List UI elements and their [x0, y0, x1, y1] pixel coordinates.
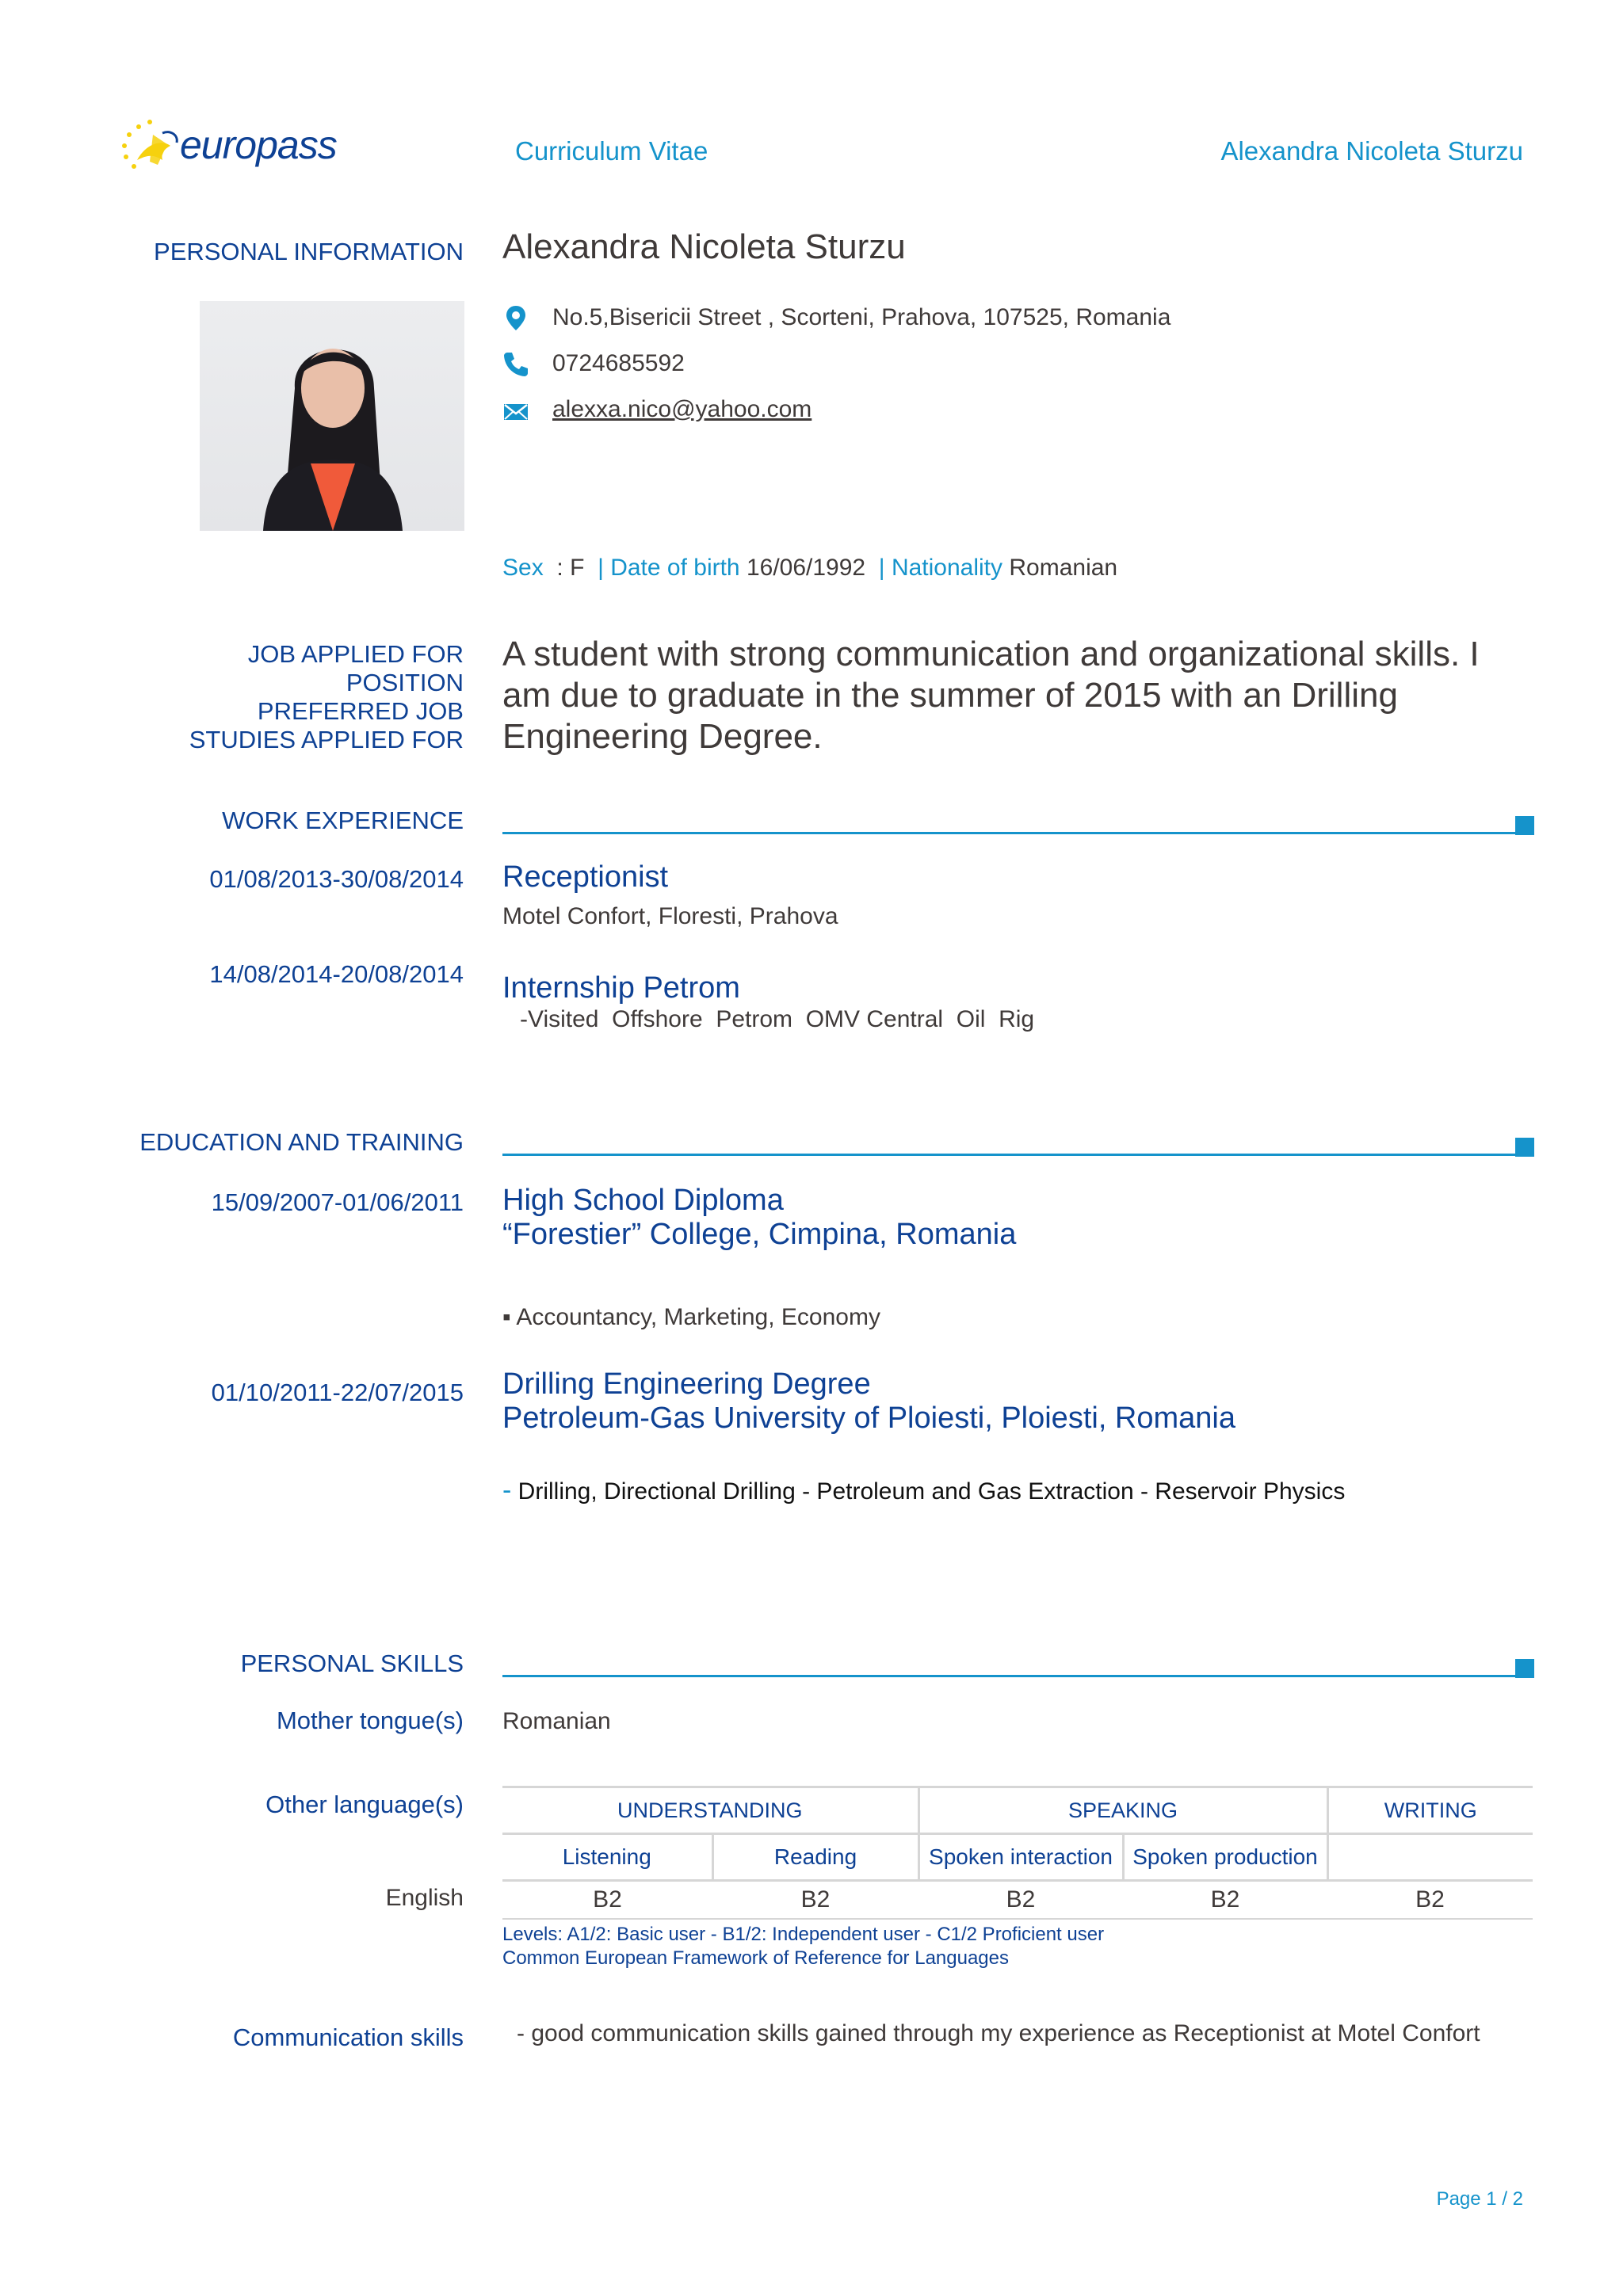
edu-2-detail-dash: -: [502, 1475, 512, 1505]
cv-title: Curriculum Vitae: [515, 136, 708, 166]
header-speaking: SPEAKING: [918, 1787, 1327, 1834]
edu-2-institution: Petroleum-Gas University of Ploiesti, Ploiesti, Romania: [502, 1402, 1236, 1435]
separator-pipe: |: [590, 555, 611, 581]
level-writing: B2: [1327, 1881, 1533, 1920]
levels-note: Levels: A1/2: Basic user - B1/2: Independent user - C1/2 Proficient user: [502, 1924, 1105, 1945]
language-name: English: [385, 1885, 464, 1911]
section-divider-marker: [1515, 1138, 1534, 1157]
email-link[interactable]: alexxa.nico@yahoo.com: [552, 396, 812, 422]
section-divider: [502, 832, 1517, 834]
edu-1-detail: ▪ Accountancy, Marketing, Economy: [502, 1304, 880, 1330]
phone-icon: [502, 350, 529, 377]
sex-label: Sex: [502, 555, 544, 581]
personal-details-line: [502, 555, 1117, 582]
sex-value: F: [570, 555, 585, 581]
dob-value: 16/06/1992: [746, 555, 866, 581]
sex-separator: :: [550, 555, 571, 581]
work-1-dates: 01/08/2013-30/08/2014: [209, 865, 464, 893]
section-education: EDUCATION AND TRAINING: [139, 1128, 464, 1156]
level-listening: B2: [502, 1881, 712, 1920]
header-understanding: UNDERSTANDING: [502, 1787, 918, 1834]
level-spoken-production: B2: [1123, 1881, 1327, 1920]
section-personal-skills: PERSONAL SKILLS: [240, 1650, 464, 1677]
job-applied-line-1: JOB APPLIED FOR: [247, 640, 464, 668]
profile-photo: [200, 301, 464, 531]
job-applied-label: [119, 640, 464, 754]
subheader-listening: Listening: [502, 1834, 712, 1881]
language-table: [502, 1786, 1533, 1920]
work-1-detail: Motel Confort, Floresti, Prahova: [502, 903, 838, 929]
section-divider: [502, 1154, 1517, 1156]
edu-1-institution: “Forestier” College, Cimpina, Romania: [502, 1218, 1017, 1251]
mother-tongue-label: Mother tongue(s): [276, 1707, 464, 1734]
section-personal-information: PERSONAL INFORMATION: [154, 238, 464, 265]
address-text: No.5,Bisericii Street , Scorteni, Prahova, 107525, Romania: [552, 304, 1171, 330]
communication-skills-value: - good communication skills gained through my experience as Receptionist at Motel Confort: [517, 2020, 1480, 2046]
full-name: Alexandra Nicoleta Sturzu: [502, 227, 906, 266]
subheader-spoken-production: Spoken production: [1123, 1834, 1327, 1881]
communication-skills-label: Communication skills: [232, 2023, 464, 2051]
phone-text: 0724685592: [552, 350, 685, 376]
work-2-dates: 14/08/2014-20/08/2014: [209, 960, 464, 988]
subheader-writing-empty: [1327, 1834, 1533, 1881]
framework-note: Common European Framework of Reference for Languages: [502, 1947, 1009, 1969]
europass-logo-text: europass: [180, 123, 337, 167]
edu-2-detail-text: Drilling, Directional Drilling - Petroleum and Gas Extraction - Reservoir Physics: [517, 1478, 1346, 1505]
person-photo-icon: [200, 301, 464, 531]
section-divider: [502, 1675, 1517, 1677]
job-applied-line-2: POSITION: [346, 669, 464, 696]
europass-logo: [115, 111, 337, 182]
location-pin-icon: [502, 304, 529, 331]
mother-tongue-value: Romanian: [502, 1708, 611, 1734]
edu-2-dates: 01/10/2011-22/07/2015: [211, 1379, 464, 1406]
level-reading: B2: [712, 1881, 918, 1920]
edu-2-title: Drilling Engineering Degree: [502, 1367, 871, 1401]
section-work-experience: WORK EXPERIENCE: [222, 807, 464, 834]
job-applied-line-4: STUDIES APPLIED FOR: [189, 726, 464, 753]
dob-label: Date of birth: [610, 555, 740, 581]
section-divider-marker: [1515, 1659, 1534, 1678]
edu-1-title: High School Diploma: [502, 1184, 784, 1217]
email-icon: [502, 399, 529, 425]
work-1-title: Receptionist: [502, 860, 669, 894]
section-divider-marker: [1515, 816, 1534, 835]
nationality-label: Nationality: [891, 555, 1003, 581]
header-name: Alexandra Nicoleta Sturzu: [1220, 136, 1523, 166]
edu-2-detail: [502, 1475, 1345, 1506]
level-spoken-interaction: B2: [918, 1881, 1123, 1920]
work-2-title: Internship Petrom: [502, 971, 740, 1005]
separator-pipe: |: [872, 555, 892, 581]
personal-statement: A student with strong communication and organizational skills. I am due to graduate in the summer of 2015 with an Drilling Engineering Degree.: [502, 635, 1480, 756]
nationality-value: Romanian: [1009, 555, 1118, 581]
header-writing: WRITING: [1327, 1787, 1533, 1834]
job-applied-line-3: PREFERRED JOB: [257, 697, 464, 725]
page-number: Page 1 / 2: [1436, 2188, 1523, 2210]
subheader-reading: Reading: [712, 1834, 918, 1881]
other-languages-label: Other language(s): [265, 1791, 464, 1818]
subheader-spoken-interaction: Spoken interaction: [918, 1834, 1123, 1881]
work-2-detail: -Visited Offshore Petrom OMV Central Oil Rig: [520, 1006, 1035, 1032]
edu-1-dates: 15/09/2007-01/06/2011: [211, 1188, 464, 1216]
